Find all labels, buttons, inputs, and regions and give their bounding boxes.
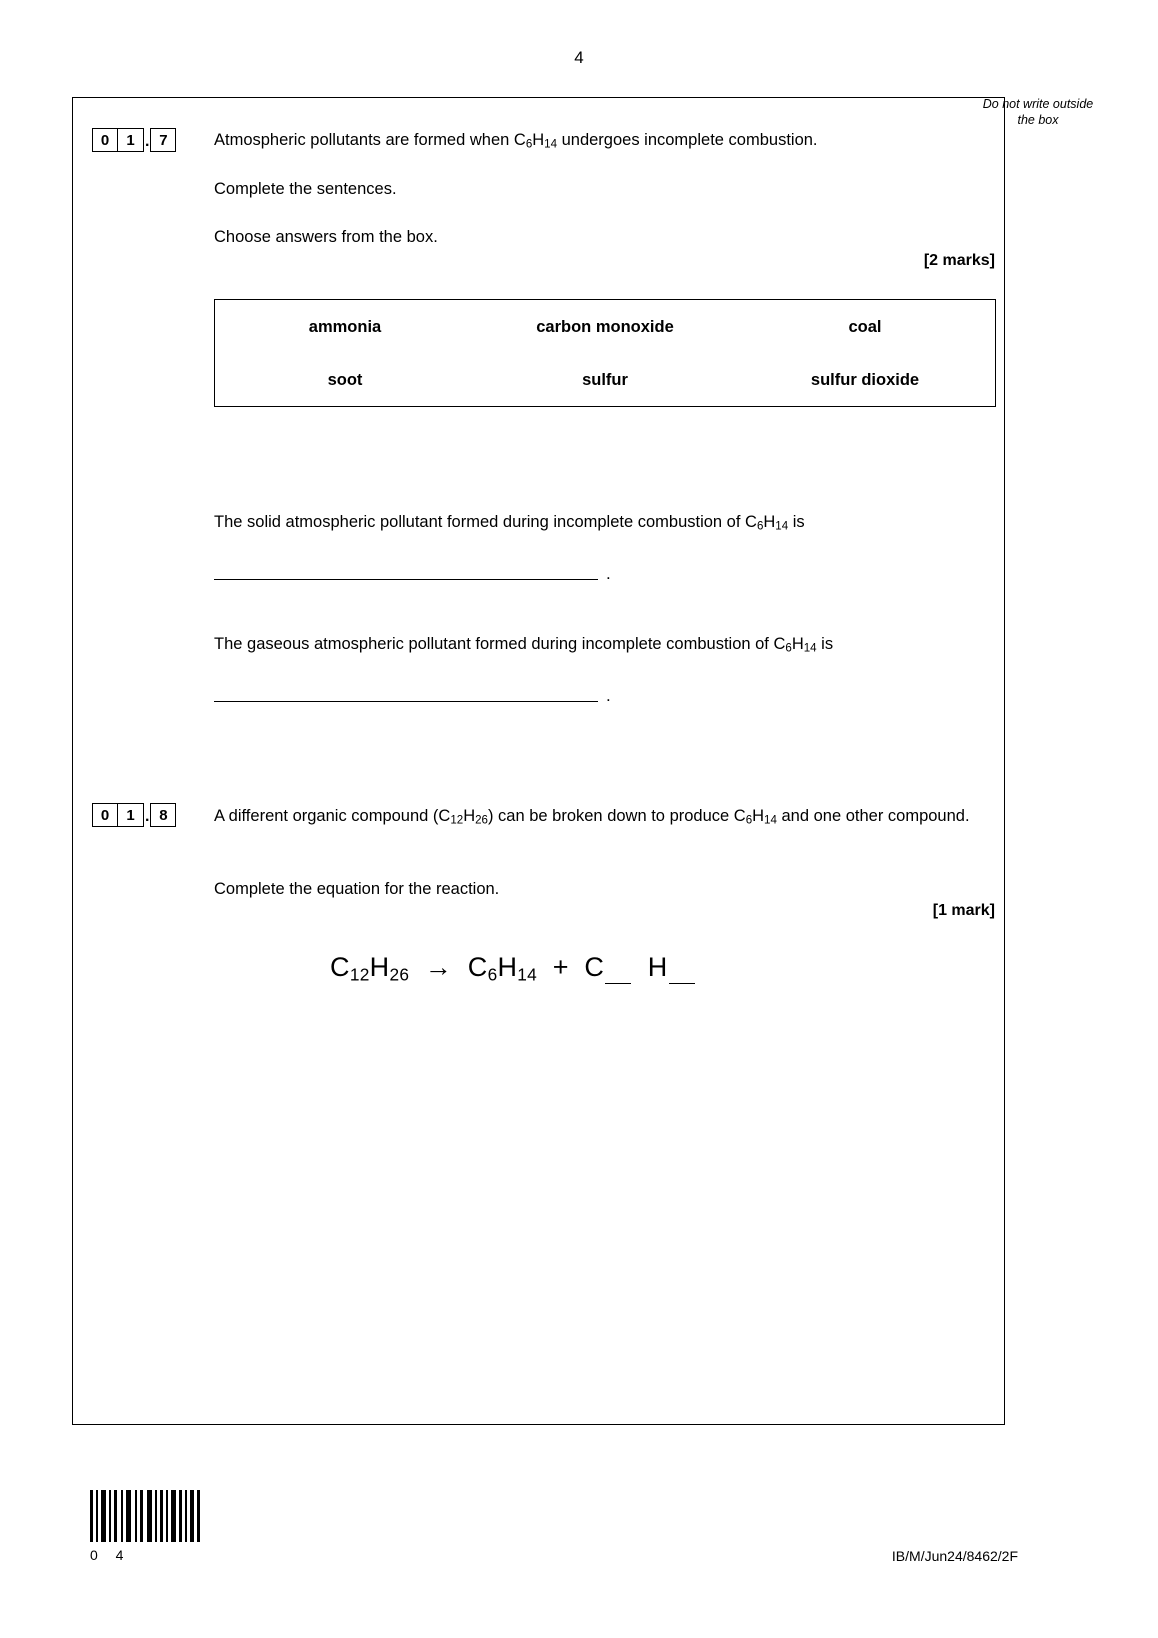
question-number-01-7 — [92, 128, 176, 152]
question-01-8-instruction-1: Complete the equation for the reaction. — [214, 880, 500, 898]
question-01-8-stem: A different organic compound $(C_{12}H_{26})$ can be broken down to produce $C_6H_{14}$ and one other compound. — [214, 807, 970, 827]
question-01-7-sentence-2: The gaseous atmospheric pollutant formed during incomplete combustion of $C_6H_{14}$ is — [214, 635, 834, 655]
answer-fullstop-1: . — [606, 564, 611, 583]
question-01-7-instruction-2: Choose answers from the box. — [214, 228, 438, 246]
qnum-dot: . — [145, 808, 150, 825]
footer-code: IB/M/Jun24/8462/2F — [891, 1548, 1018, 1564]
option-ammonia: ammonia — [308, 318, 382, 336]
qnum-digit: 1 — [118, 803, 144, 827]
qnum-digit: 1 — [118, 128, 144, 152]
option-coal: coal — [848, 318, 882, 336]
question-number-01-8 — [92, 803, 176, 827]
answer-line-2[interactable] — [214, 701, 598, 702]
question-01-7-stem: Atmospheric pollutants are formed when $C_6H_{14}$ undergoes incomplete combustion. — [214, 131, 818, 151]
answer-line-1[interactable] — [214, 579, 598, 580]
answer-options-box — [214, 299, 996, 407]
question-01-7-instruction-1: Complete the sentences. — [214, 180, 397, 198]
equation-blank-carbon[interactable] — [605, 983, 631, 984]
barcode — [90, 1490, 202, 1542]
equation-blank-hydrogen[interactable] — [669, 983, 695, 984]
page-number: 4 — [574, 48, 584, 67]
question-01-7-marks: [2 marks] — [923, 252, 995, 269]
option-soot: soot — [327, 371, 363, 389]
barcode-label: 0 4 — [90, 1547, 131, 1563]
qnum-digit: 8 — [150, 803, 176, 827]
qnum-dot: . — [145, 133, 150, 150]
qnum-digit: 7 — [150, 128, 176, 152]
margin-note: Do not write outside the box — [982, 97, 1094, 127]
question-frame — [72, 97, 1005, 1425]
qnum-digit: 0 — [92, 803, 118, 827]
question-01-7-sentence-1: The solid atmospheric pollutant formed during incomplete combustion of $C_6H_{14}$ is — [214, 513, 805, 533]
option-carbon-monoxide: carbon monoxide — [536, 318, 674, 336]
option-sulfur: sulfur — [582, 371, 628, 389]
qnum-digit: 0 — [92, 128, 118, 152]
chemical-equation: $C_{12}H_{26} \to C_6H_{14} + C$ H — [330, 952, 696, 985]
option-sulfur-dioxide: sulfur dioxide — [810, 371, 920, 389]
question-01-8-marks: [1 mark] — [932, 902, 995, 919]
answer-fullstop-2: . — [606, 686, 611, 705]
